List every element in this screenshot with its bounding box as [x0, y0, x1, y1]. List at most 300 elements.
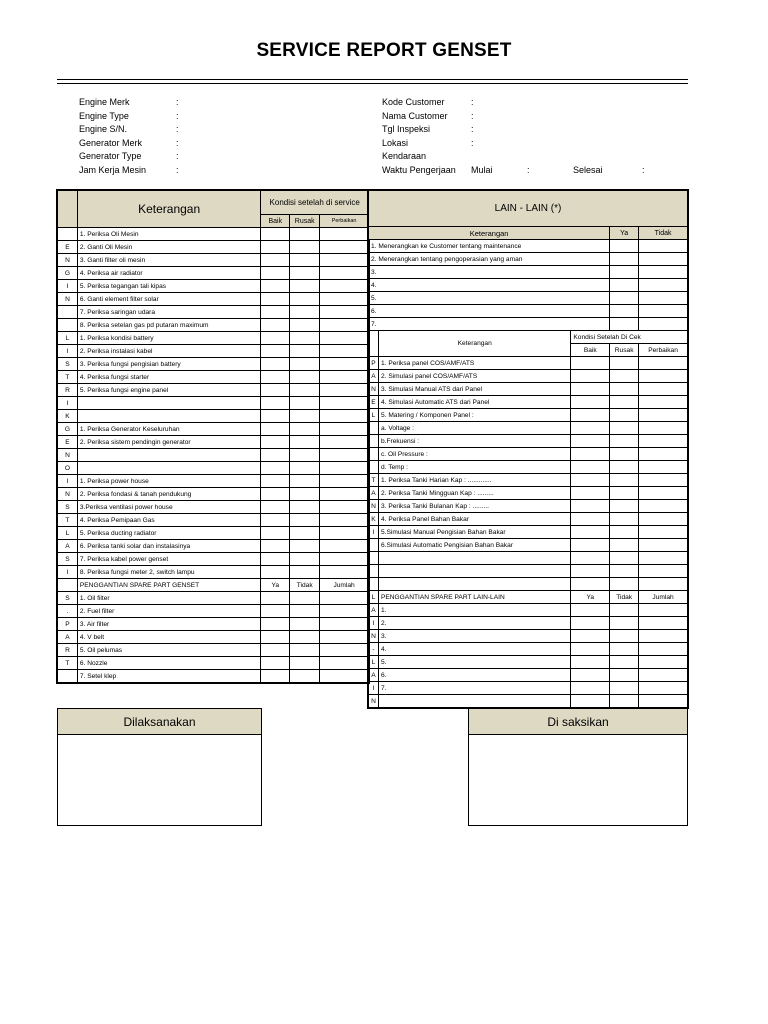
check-cell[interactable]: [639, 253, 688, 266]
field-value[interactable]: [491, 150, 671, 164]
check-cell[interactable]: [639, 695, 688, 708]
check-cell[interactable]: [261, 462, 290, 475]
check-cell[interactable]: [320, 540, 369, 553]
check-cell[interactable]: [320, 475, 369, 488]
check-cell[interactable]: [610, 448, 639, 461]
check-item: 2. Periksa sistem pendingin generator: [77, 436, 260, 449]
check-cell[interactable]: [610, 565, 639, 578]
check-cell[interactable]: [320, 345, 369, 358]
check-cell[interactable]: [571, 656, 610, 669]
check-cell[interactable]: [571, 669, 610, 682]
side-letter: P: [58, 618, 78, 631]
check-cell[interactable]: [571, 487, 610, 500]
check-cell[interactable]: [320, 293, 369, 306]
check-cell[interactable]: [639, 318, 688, 331]
side-letter: S: [58, 553, 78, 566]
panel-item: 6.Simulasi Automatic Pengisian Bahan Bakar: [378, 539, 570, 552]
check-cell[interactable]: [639, 266, 688, 279]
check-cell[interactable]: [610, 487, 639, 500]
check-cell[interactable]: [261, 553, 290, 566]
header-field: [382, 123, 671, 137]
check-cell[interactable]: [261, 488, 290, 501]
check-item: 4. Periksa air radiator: [77, 267, 260, 280]
check-cell[interactable]: [320, 280, 369, 293]
check-cell[interactable]: [639, 435, 688, 448]
check-cell[interactable]: [639, 539, 688, 552]
check-cell[interactable]: [639, 396, 688, 409]
check-cell[interactable]: [610, 292, 639, 305]
check-cell[interactable]: [320, 566, 369, 579]
check-cell[interactable]: [571, 552, 610, 565]
check-cell[interactable]: [290, 618, 320, 631]
check-cell[interactable]: [261, 228, 290, 241]
check-cell[interactable]: [320, 449, 369, 462]
spare-item: 4. V belt: [77, 631, 260, 644]
check-cell[interactable]: [261, 618, 290, 631]
table-row: [58, 449, 369, 462]
check-cell[interactable]: [639, 422, 688, 435]
check-cell[interactable]: [290, 332, 320, 345]
check-cell[interactable]: [610, 500, 639, 513]
check-cell[interactable]: [290, 293, 320, 306]
check-item: 3. Periksa fungsi pengisian battery: [77, 358, 260, 371]
spare-col-header: Ya: [571, 591, 610, 604]
check-cell[interactable]: [261, 267, 290, 280]
field-value[interactable]: [196, 96, 376, 110]
check-cell[interactable]: [610, 552, 639, 565]
field-value[interactable]: [196, 137, 376, 151]
side-spacer: [58, 191, 78, 228]
check-cell[interactable]: [261, 293, 290, 306]
side-letter: [369, 565, 379, 578]
check-cell[interactable]: [261, 254, 290, 267]
check-cell[interactable]: [290, 423, 320, 436]
check-item: 3.Periksa ventilasi power house: [77, 501, 260, 514]
side-letter: I: [58, 345, 78, 358]
field-value[interactable]: [196, 123, 376, 137]
check-cell[interactable]: [610, 383, 639, 396]
check-cell[interactable]: [261, 670, 290, 683]
side-letter: [369, 578, 379, 591]
table-row: [58, 670, 369, 683]
check-cell[interactable]: [320, 618, 369, 631]
check-cell[interactable]: [290, 358, 320, 371]
field-value[interactable]: [491, 123, 671, 137]
check-cell[interactable]: [639, 305, 688, 318]
check-cell[interactable]: [320, 423, 369, 436]
check-cell[interactable]: [290, 410, 320, 423]
check-cell[interactable]: [571, 565, 610, 578]
waktu-selesai-colon: :: [642, 164, 645, 175]
check-cell[interactable]: [320, 527, 369, 540]
side-letter: I: [369, 526, 379, 539]
check-cell[interactable]: [320, 384, 369, 397]
check-cell[interactable]: [610, 396, 639, 409]
side-spacer: [369, 331, 379, 357]
side-letter: A: [369, 370, 379, 383]
check-cell[interactable]: [610, 630, 639, 643]
table-row: [58, 436, 369, 449]
check-cell[interactable]: [571, 435, 610, 448]
check-cell[interactable]: [261, 540, 290, 553]
table-row: [58, 540, 369, 553]
spare-item: 3.: [378, 630, 570, 643]
check-cell[interactable]: [610, 240, 639, 253]
field-label: Engine Merk: [79, 97, 130, 107]
check-cell[interactable]: [571, 526, 610, 539]
panel-item: 4. Periksa Panel Bahan Bakar: [378, 513, 570, 526]
panel-item: c. Oil Pressure :: [378, 448, 570, 461]
check-item: 8. Periksa setelan gas pd putaran maximum: [77, 319, 260, 332]
check-cell[interactable]: [320, 254, 369, 267]
disaksikan-signature-box[interactable]: [468, 734, 688, 826]
check-cell[interactable]: [320, 332, 369, 345]
check-item: 2. Periksa instalasi kabel: [77, 345, 260, 358]
check-cell[interactable]: [290, 436, 320, 449]
check-cell[interactable]: [261, 358, 290, 371]
side-letter: [369, 435, 379, 448]
side-letter: E: [369, 396, 379, 409]
spare-heading: PENGGANTIAN SPARE PART GENSET: [77, 579, 260, 592]
side-letter: [369, 422, 379, 435]
check-cell[interactable]: [290, 267, 320, 280]
check-cell[interactable]: [261, 410, 290, 423]
check-cell[interactable]: [261, 657, 290, 670]
spare-item: 7. Setel klep: [77, 670, 260, 683]
check-cell[interactable]: [290, 553, 320, 566]
check-cell[interactable]: [320, 397, 369, 410]
check-cell[interactable]: [610, 357, 639, 370]
check-cell[interactable]: [290, 488, 320, 501]
header-field: [79, 150, 376, 164]
check-cell[interactable]: [639, 578, 688, 591]
dilaksanakan-signature-box[interactable]: [57, 734, 262, 826]
spare-item: 1. Oil filter: [77, 592, 260, 605]
check-cell[interactable]: [320, 410, 369, 423]
check-cell[interactable]: [639, 682, 688, 695]
check-cell[interactable]: [639, 383, 688, 396]
check-cell[interactable]: [320, 501, 369, 514]
table-row: [58, 358, 369, 371]
check-cell[interactable]: [610, 604, 639, 617]
check-cell[interactable]: [320, 358, 369, 371]
check-cell[interactable]: [320, 553, 369, 566]
table-row: [58, 241, 369, 254]
check-cell[interactable]: [290, 241, 320, 254]
check-cell[interactable]: [320, 488, 369, 501]
check-cell[interactable]: [571, 500, 610, 513]
check-cell[interactable]: [290, 462, 320, 475]
table-row: [369, 656, 688, 669]
field-value[interactable]: [491, 110, 671, 124]
check-cell[interactable]: [571, 370, 610, 383]
field-label: Kode Customer: [382, 97, 445, 107]
field-value[interactable]: [196, 110, 376, 124]
check-cell[interactable]: [261, 592, 290, 605]
keterangan-subheader: Keterangan: [369, 227, 610, 240]
table-row: [369, 617, 688, 630]
table-row: [58, 345, 369, 358]
check-cell[interactable]: [320, 631, 369, 644]
check-cell[interactable]: [320, 371, 369, 384]
check-cell[interactable]: [290, 540, 320, 553]
check-cell[interactable]: [261, 306, 290, 319]
field-value[interactable]: [196, 164, 376, 178]
check-cell[interactable]: [610, 539, 639, 552]
check-cell[interactable]: [261, 332, 290, 345]
check-cell[interactable]: [290, 670, 320, 683]
right-header-row: [369, 191, 688, 227]
check-cell[interactable]: [261, 384, 290, 397]
side-letter: L: [369, 591, 379, 604]
check-cell[interactable]: [290, 566, 320, 579]
table-row: [369, 682, 688, 695]
check-cell[interactable]: [290, 228, 320, 241]
check-cell[interactable]: [639, 448, 688, 461]
side-letter: N: [369, 695, 379, 708]
field-label: Engine S/N.: [79, 124, 128, 134]
check-cell[interactable]: [639, 513, 688, 526]
check-cell[interactable]: [610, 578, 639, 591]
check-cell[interactable]: [290, 631, 320, 644]
check-cell[interactable]: [290, 657, 320, 670]
check-cell[interactable]: [290, 397, 320, 410]
table-row: [369, 669, 688, 682]
check-cell[interactable]: [610, 682, 639, 695]
check-cell[interactable]: [571, 578, 610, 591]
check-cell[interactable]: [571, 539, 610, 552]
side-letter: T: [58, 371, 78, 384]
check-cell[interactable]: [639, 526, 688, 539]
field-value[interactable]: [196, 150, 376, 164]
check-cell[interactable]: [639, 669, 688, 682]
check-cell[interactable]: [610, 617, 639, 630]
side-letter: N: [58, 293, 78, 306]
check-cell[interactable]: [261, 371, 290, 384]
check-cell[interactable]: [610, 435, 639, 448]
side-letter: N: [58, 488, 78, 501]
table-row: [369, 266, 688, 279]
check-cell[interactable]: [571, 604, 610, 617]
spare-item: 6. Nozzle: [77, 657, 260, 670]
check-cell[interactable]: [639, 461, 688, 474]
col-header-perbaikan: Perbaikan: [320, 215, 369, 228]
check-cell[interactable]: [639, 604, 688, 617]
field-label: Lokasi: [382, 137, 409, 148]
side-letter: P: [369, 357, 379, 370]
check-cell[interactable]: [261, 644, 290, 657]
check-cell[interactable]: [639, 552, 688, 565]
check-cell[interactable]: [290, 605, 320, 618]
check-cell[interactable]: [639, 370, 688, 383]
check-cell[interactable]: [639, 474, 688, 487]
check-cell[interactable]: [290, 592, 320, 605]
side-spacer: [58, 579, 78, 592]
spare-item: 1.: [378, 604, 570, 617]
table-row: [369, 695, 688, 708]
check-cell[interactable]: [320, 605, 369, 618]
check-cell[interactable]: [261, 345, 290, 358]
table-row: [369, 526, 688, 539]
check-cell[interactable]: [320, 436, 369, 449]
check-cell[interactable]: [610, 266, 639, 279]
table-row: [369, 539, 688, 552]
side-letter: R: [58, 384, 78, 397]
check-cell[interactable]: [320, 670, 369, 683]
check-cell[interactable]: [639, 630, 688, 643]
check-cell[interactable]: [290, 527, 320, 540]
field-value[interactable]: [491, 137, 671, 151]
check-cell[interactable]: [610, 513, 639, 526]
check-cell[interactable]: [320, 306, 369, 319]
check-cell[interactable]: [610, 695, 639, 708]
check-cell[interactable]: [290, 501, 320, 514]
check-item: 4. Periksa fungsi starter: [77, 371, 260, 384]
check-cell[interactable]: [639, 565, 688, 578]
panel-item: d. Temp :: [378, 461, 570, 474]
field-label: Engine Type: [79, 110, 129, 121]
check-cell[interactable]: [571, 695, 610, 708]
check-cell[interactable]: [639, 643, 688, 656]
table-row: [369, 383, 688, 396]
check-cell[interactable]: [639, 357, 688, 370]
side-letter: S: [58, 501, 78, 514]
check-cell[interactable]: [571, 474, 610, 487]
check-cell[interactable]: [639, 656, 688, 669]
check-cell[interactable]: [290, 280, 320, 293]
check-cell[interactable]: [639, 240, 688, 253]
check-cell[interactable]: [290, 306, 320, 319]
side-letter: G: [58, 267, 78, 280]
check-cell[interactable]: [290, 345, 320, 358]
waktu-mulai-label: Mulai: [471, 164, 493, 175]
check-cell[interactable]: [571, 396, 610, 409]
check-cell[interactable]: [610, 370, 639, 383]
field-value[interactable]: [491, 96, 671, 110]
check-cell[interactable]: [639, 279, 688, 292]
side-letter: K: [369, 513, 379, 526]
panel-item: 2. Simulasi panel COS/AMF/ATS: [378, 370, 570, 383]
check-cell[interactable]: [610, 656, 639, 669]
check-cell[interactable]: [261, 501, 290, 514]
check-cell[interactable]: [571, 630, 610, 643]
side-letter: [369, 461, 379, 474]
table-row: [58, 384, 369, 397]
panel-item: [378, 565, 570, 578]
check-cell[interactable]: [610, 669, 639, 682]
check-item: 1. Periksa kondisi battery: [77, 332, 260, 345]
title-rule-top: [57, 79, 688, 80]
check-cell[interactable]: [610, 474, 639, 487]
side-letter: I: [58, 475, 78, 488]
check-cell[interactable]: [290, 449, 320, 462]
check-cell[interactable]: [290, 371, 320, 384]
check-cell[interactable]: [320, 267, 369, 280]
check-cell[interactable]: [571, 409, 610, 422]
check-cell[interactable]: [290, 475, 320, 488]
check-cell[interactable]: [320, 657, 369, 670]
header-field: [79, 123, 376, 137]
check-cell[interactable]: [290, 644, 320, 657]
check-cell[interactable]: [261, 397, 290, 410]
col-header-rusak: Rusak: [290, 215, 320, 228]
table-row: [58, 319, 369, 332]
side-letter: -: [369, 643, 379, 656]
check-cell[interactable]: [261, 566, 290, 579]
side-letter: .: [58, 605, 78, 618]
check-cell[interactable]: [639, 487, 688, 500]
check-cell[interactable]: [261, 436, 290, 449]
check-cell[interactable]: [320, 644, 369, 657]
check-cell[interactable]: [571, 383, 610, 396]
check-cell[interactable]: [261, 631, 290, 644]
check-cell[interactable]: [610, 461, 639, 474]
check-cell[interactable]: [610, 422, 639, 435]
check-cell[interactable]: [610, 643, 639, 656]
check-cell[interactable]: [610, 318, 639, 331]
check-cell[interactable]: [571, 422, 610, 435]
check-cell[interactable]: [261, 475, 290, 488]
check-cell[interactable]: [261, 527, 290, 540]
check-cell[interactable]: [571, 448, 610, 461]
spare-col-header: Jumlah: [639, 591, 688, 604]
check-cell[interactable]: [290, 384, 320, 397]
check-cell[interactable]: [610, 253, 639, 266]
check-cell[interactable]: [320, 462, 369, 475]
check-cell[interactable]: [610, 279, 639, 292]
check-cell[interactable]: [261, 280, 290, 293]
check-cell[interactable]: [261, 319, 290, 332]
check-cell[interactable]: [571, 513, 610, 526]
check-cell[interactable]: [290, 254, 320, 267]
check-cell[interactable]: [610, 305, 639, 318]
check-cell[interactable]: [261, 514, 290, 527]
check-cell[interactable]: [290, 514, 320, 527]
check-cell[interactable]: [261, 605, 290, 618]
check-cell[interactable]: [261, 449, 290, 462]
lain-item: 4.: [369, 279, 610, 292]
check-cell[interactable]: [261, 241, 290, 254]
check-cell[interactable]: [261, 423, 290, 436]
check-cell[interactable]: [610, 409, 639, 422]
check-cell[interactable]: [571, 682, 610, 695]
right-check-table: [368, 190, 688, 708]
check-cell[interactable]: [320, 241, 369, 254]
check-cell[interactable]: [320, 592, 369, 605]
side-letter: E: [58, 436, 78, 449]
panel-item: a. Voltage :: [378, 422, 570, 435]
spare-col-header: Ya: [261, 579, 290, 592]
check-cell[interactable]: [320, 319, 369, 332]
check-cell[interactable]: [571, 357, 610, 370]
table-row: [58, 618, 369, 631]
check-cell[interactable]: [571, 617, 610, 630]
check-cell[interactable]: [571, 461, 610, 474]
check-cell[interactable]: [639, 617, 688, 630]
header-field: [79, 96, 376, 110]
check-cell[interactable]: [610, 526, 639, 539]
check-cell[interactable]: [639, 500, 688, 513]
side-letter: G: [58, 423, 78, 436]
check-cell[interactable]: [320, 228, 369, 241]
check-cell[interactable]: [290, 319, 320, 332]
check-cell[interactable]: [571, 643, 610, 656]
check-item: 2. Periksa fondasi & tanah pendukung: [77, 488, 260, 501]
check-cell[interactable]: [639, 409, 688, 422]
check-cell[interactable]: [320, 514, 369, 527]
check-cell[interactable]: [639, 292, 688, 305]
field-label: Kendaraan: [382, 151, 427, 161]
